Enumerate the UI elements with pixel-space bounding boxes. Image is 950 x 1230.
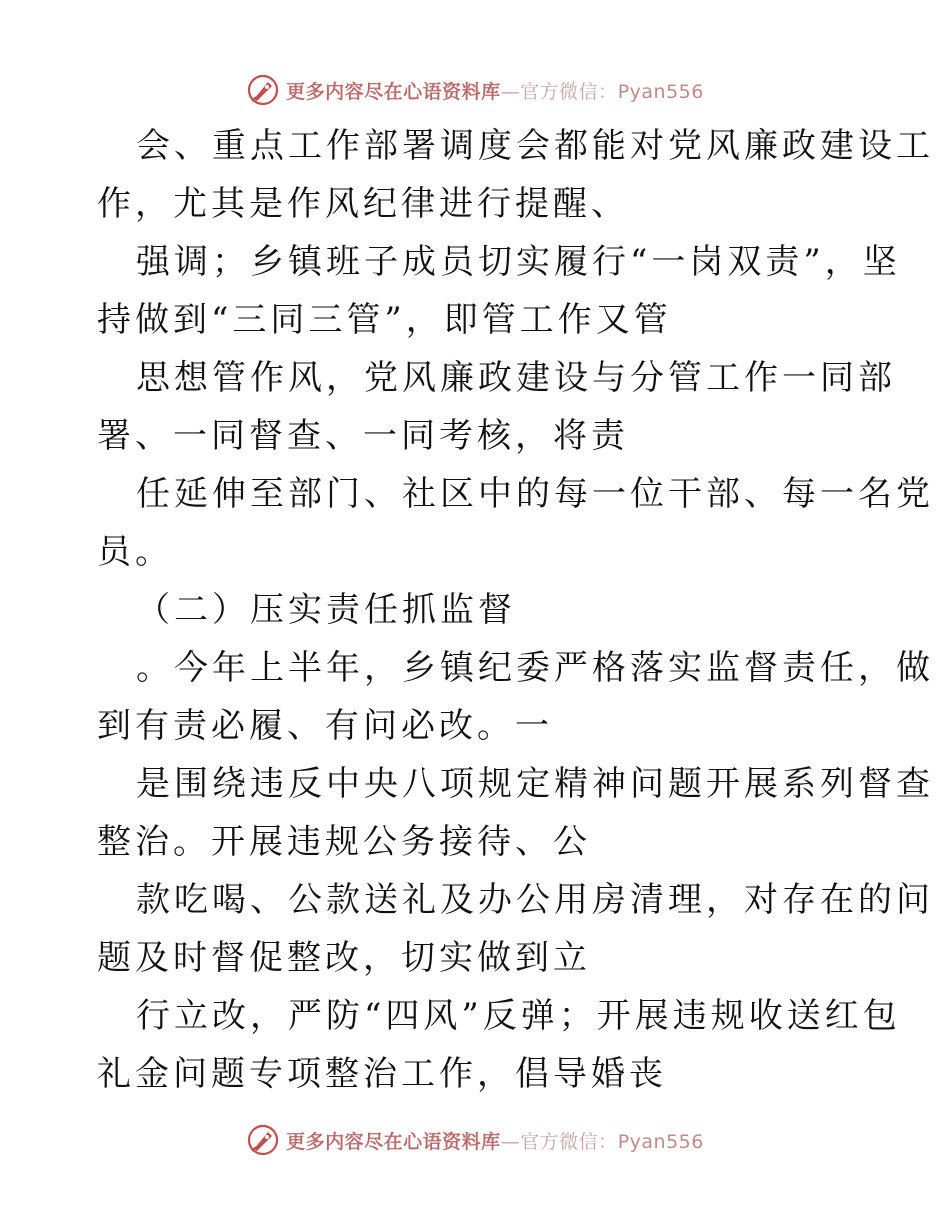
text-line: 是围绕违反中央八项规定精神问题开展系列督查 bbox=[136, 764, 934, 804]
text-line: 行立改，严防“四风”反弹；开展违规收送红包 bbox=[136, 996, 901, 1036]
watermark-account: Pyan556 bbox=[617, 80, 704, 103]
watermark-dash: — bbox=[500, 1130, 521, 1153]
watermark-label: 官方微信： bbox=[520, 80, 618, 103]
text-line: 。今年上半年，乡镇纪委严格落实监督责任，做 bbox=[136, 648, 934, 688]
pen-nib-logo-icon bbox=[246, 1123, 280, 1157]
watermark-dash: — bbox=[500, 80, 521, 103]
footer-watermark bbox=[0, 1120, 950, 1160]
text-line: 任延伸至部门、社区中的每一位干部、每一名党 bbox=[136, 474, 934, 514]
pen-nib-logo-icon bbox=[246, 73, 280, 107]
text-line: 会、重点工作部署调度会都能对党风廉政建设工 bbox=[136, 126, 934, 166]
watermark-title: 更多内容尽在心语资料库 bbox=[286, 1130, 501, 1153]
text-line: 署、一同督查、一同考核，将责 bbox=[97, 416, 629, 456]
header-watermark bbox=[0, 70, 950, 110]
text-line: 思想管作风，党风廉政建设与分管工作一同部 bbox=[136, 358, 896, 398]
text-line: 员。 bbox=[97, 532, 173, 572]
watermark-account: Pyan556 bbox=[617, 1130, 704, 1153]
watermark-label: 官方微信： bbox=[520, 1130, 618, 1153]
text-line: 整治。开展违规公务接待、公 bbox=[97, 822, 591, 862]
text-line: 款吃喝、公款送礼及办公用房清理，对存在的问 bbox=[136, 880, 934, 920]
text-line: 强调；乡镇班子成员切实履行“一岗双责”，坚 bbox=[136, 242, 901, 282]
watermark-text bbox=[286, 1127, 704, 1154]
text-line: 题及时督促整改，切实做到立 bbox=[97, 938, 591, 978]
text-line: 作，尤其是作风纪律进行提醒、 bbox=[97, 184, 629, 224]
watermark-text bbox=[286, 77, 704, 104]
text-line: 礼金问题专项整治工作，倡导婚丧 bbox=[97, 1054, 667, 1094]
watermark-title: 更多内容尽在心语资料库 bbox=[286, 80, 501, 103]
text-line: 到有责必履、有问必改。一 bbox=[97, 706, 553, 746]
section-heading: （二）压实责任抓监督 bbox=[136, 590, 516, 630]
text-line: 持做到“三同三管”，即管工作又管 bbox=[97, 300, 672, 340]
